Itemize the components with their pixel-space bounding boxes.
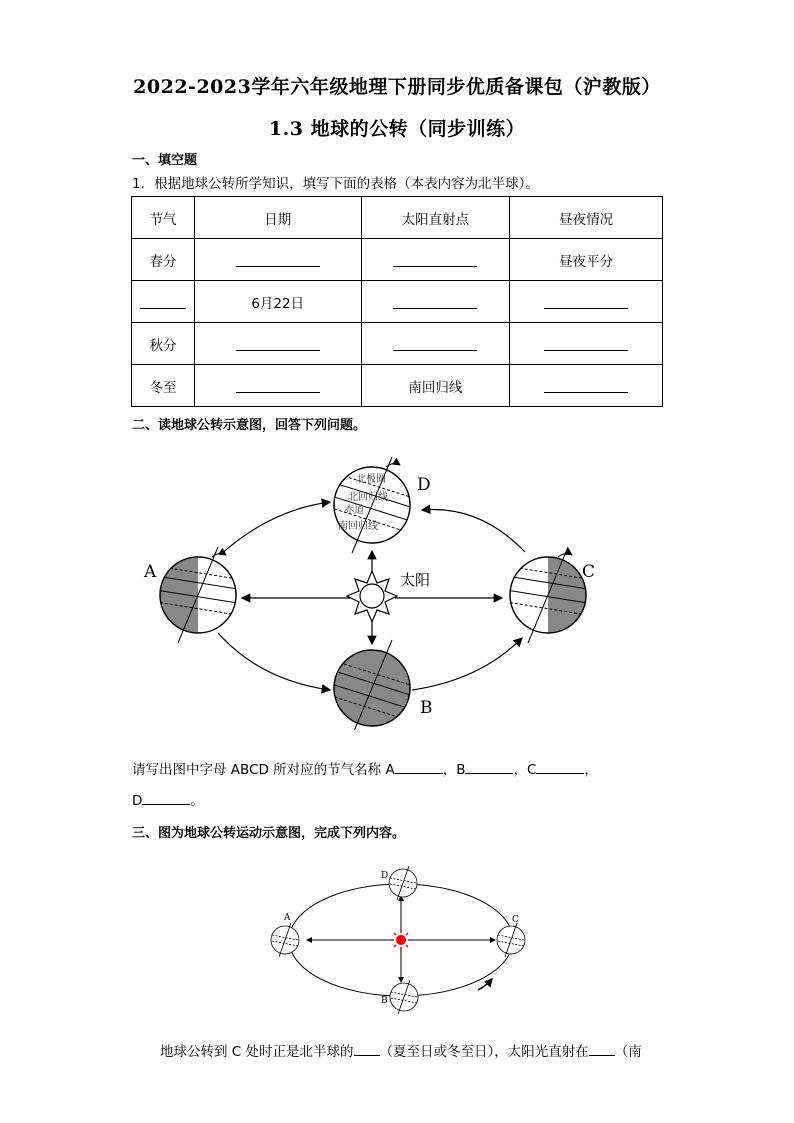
table-cell-blank[interactable]	[194, 239, 361, 281]
answer-blank-latitude[interactable]	[589, 1042, 615, 1056]
table-cell-blank[interactable]	[194, 365, 361, 407]
table-row	[132, 239, 663, 281]
label-b-small: B	[381, 996, 388, 1006]
earth-revolution-diagram	[130, 455, 610, 730]
table-cell-blank[interactable]	[510, 323, 663, 365]
answer-blank-a[interactable]	[395, 760, 443, 774]
document-title: 2022-2023学年六年级地理下册同步优质备课包（沪教版）	[133, 76, 661, 98]
table-cell: 南回归线	[361, 365, 510, 407]
earth-c-small-icon	[497, 923, 525, 957]
document-subtitle: 1.3 地球的公转（同步训练）	[268, 118, 526, 140]
header-cell: 日期	[194, 197, 361, 239]
answer-blank-d[interactable]	[142, 791, 190, 805]
table-cell-blank[interactable]	[510, 365, 663, 407]
table-cell: 冬至	[132, 365, 195, 407]
table-cell: 昼夜平分	[510, 239, 663, 281]
earth-d-small-icon	[389, 866, 417, 900]
table-cell: 6月22日	[194, 281, 361, 323]
section2-question: 请写出图中字母 ABCD 所对应的节气名称 A ，B ，C ，	[132, 762, 598, 778]
label-a: A	[144, 562, 157, 582]
label-c: C	[582, 562, 596, 582]
table-cell: 秋分	[132, 323, 195, 365]
section3-heading: 三、图为地球公转运动示意图，完成下列内容。	[132, 826, 406, 841]
zone-label: 赤道	[344, 505, 364, 516]
zone-label: 北回归线	[348, 492, 388, 503]
sun-label: 太阳	[400, 571, 431, 589]
solar-terms-table	[131, 196, 663, 407]
table-cell-blank[interactable]	[132, 281, 195, 323]
answer-blank-season[interactable]	[354, 1042, 380, 1056]
orbit-ellipse-diagram	[260, 860, 540, 1020]
table-cell-blank[interactable]	[361, 281, 510, 323]
table-cell-blank[interactable]	[510, 281, 663, 323]
answer-blank-b[interactable]	[465, 760, 513, 774]
header-cell: 节气	[132, 197, 195, 239]
header-cell: 昼夜情况	[510, 197, 663, 239]
label-d: D	[417, 475, 431, 495]
label-b: B	[420, 698, 433, 718]
section2-question-line2: D 。	[132, 793, 204, 809]
label-d-small: D	[381, 871, 389, 881]
section1-heading: 一、填空题	[132, 153, 198, 168]
table-cell-blank[interactable]	[194, 323, 361, 365]
sun-icon	[391, 930, 411, 950]
answer-blank-c[interactable]	[536, 760, 584, 774]
label-a-small: A	[284, 913, 291, 923]
earth-b-icon	[325, 640, 420, 730]
zone-label: 南回归线	[338, 521, 378, 532]
sun-icon	[347, 571, 397, 622]
table-cell: 春分	[132, 239, 195, 281]
earth-a-icon	[150, 547, 250, 643]
direction-arrow-icon	[478, 979, 492, 990]
table-row	[132, 281, 663, 323]
label-c-small: C	[512, 915, 519, 925]
table-cell-blank[interactable]	[361, 239, 510, 281]
section1-question: 1．根据地球公转所学知识，填写下面的表格（本表内容为北半球）。	[132, 176, 539, 192]
section3-question: 地球公转到 C 处时正是北半球的 （夏至日或冬至日），太阳光直射在 （南	[160, 1044, 642, 1060]
earth-b-small-icon	[390, 980, 418, 1014]
table-header-row	[132, 197, 663, 239]
earth-a-small-icon	[271, 923, 299, 957]
table-row	[132, 365, 663, 407]
zone-label: 北极圈	[356, 474, 386, 485]
table-cell-blank[interactable]	[361, 323, 510, 365]
header-cell: 太阳直射点	[361, 197, 510, 239]
table-row	[132, 323, 663, 365]
section2-heading: 二、读地球公转示意图，回答下列问题。	[132, 418, 367, 433]
earth-d-icon	[325, 457, 420, 553]
